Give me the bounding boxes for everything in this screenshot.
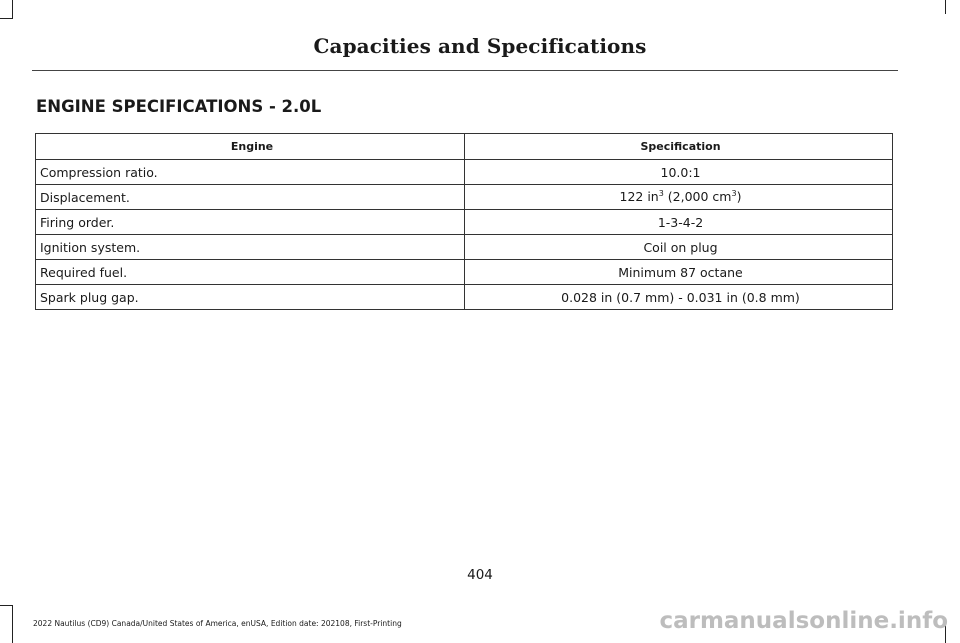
spec-cell: 0.028 in (0.7 mm) - 0.031 in (0.8 mm)	[465, 285, 893, 310]
engine-cell: Firing order.	[36, 210, 465, 235]
table-row	[36, 285, 893, 310]
page-number: 404	[467, 567, 493, 583]
column-header-specification: Specification	[465, 134, 893, 160]
superscript: 3	[731, 189, 737, 199]
spec-cell	[465, 185, 893, 210]
crop-mark-bottom-left-v	[12, 605, 13, 643]
crop-mark-bottom-left-h	[0, 605, 13, 606]
engine-spec-table	[35, 133, 893, 310]
engine-cell: Spark plug gap.	[36, 285, 465, 310]
spec-text: 122 in	[619, 189, 659, 205]
table-row	[36, 210, 893, 235]
spec-cell: Coil on plug	[465, 235, 893, 260]
engine-cell: Displacement.	[36, 185, 465, 210]
table-row	[36, 260, 893, 285]
section-heading: ENGINE SPECIFICATIONS - 2.0L	[36, 97, 322, 116]
spec-text: (2,000 cm	[663, 189, 732, 205]
table-header-row	[36, 134, 893, 160]
title-divider	[32, 70, 898, 71]
spec-cell: 1-3-4-2	[465, 210, 893, 235]
table-row	[36, 185, 893, 210]
engine-cell: Required fuel.	[36, 260, 465, 285]
spec-cell: 10.0:1	[465, 160, 893, 185]
table-row	[36, 235, 893, 260]
spec-cell: Minimum 87 octane	[465, 260, 893, 285]
engine-cell: Ignition system.	[36, 235, 465, 260]
spec-text: )	[736, 189, 742, 205]
watermark: carmanualsonline.info	[659, 608, 948, 634]
crop-mark-top-right-v	[945, 0, 946, 14]
engine-cell: Compression ratio.	[36, 160, 465, 185]
superscript: 3	[658, 189, 664, 199]
column-header-engine: Engine	[36, 134, 465, 160]
table-row	[36, 160, 893, 185]
page-title: Capacities and Specifications	[313, 34, 647, 58]
crop-mark-top-left-h	[0, 18, 13, 19]
crop-mark-top-left-v	[12, 0, 13, 18]
edition-footer: 2022 Nautilus (CD9) Canada/United States of America, enUSA, Edition date: 202108, First-Printing	[33, 619, 402, 628]
